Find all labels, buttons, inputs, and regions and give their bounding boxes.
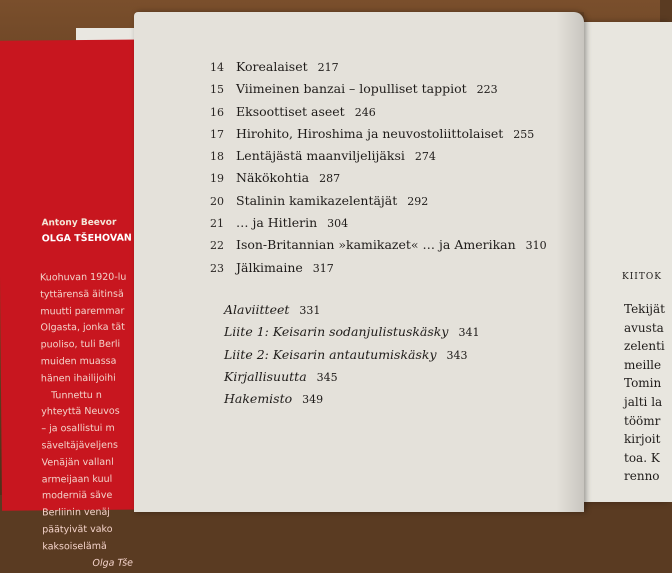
page-number: 310 [525,239,547,253]
toc-entry [204,170,547,192]
toc-entry [204,260,547,282]
toc-entry [204,126,547,148]
blurb-line: hänen ihailijoihi [40,372,116,385]
right-page-line: jalti la [624,394,663,409]
toc-entry [204,237,547,259]
blurb-line: Berliinin venäj [42,506,110,519]
entry-title: Liite 2: Keisarin antautumiskäsky [224,346,437,362]
blurb-line: muutti paremmar [40,305,125,317]
blurb-line: moderniä säve [41,490,113,502]
chapter-number: 18 [210,150,224,164]
right-page-line: meille [624,357,662,372]
chapter-title: Viimeinen banzai – lopulliset tappiot [236,81,467,97]
page-number: 317 [312,261,334,275]
toc-entry [204,148,547,170]
right-page-line: Tekijät [624,302,665,316]
back-matter-entry [224,302,479,324]
chapter-number: 22 [210,239,224,253]
right-page-line: renno [624,469,660,484]
page-number: 223 [476,83,498,97]
page-number: 341 [458,326,480,340]
right-page-line: Tomin [624,376,662,391]
blurb-line: muiden muassa [40,355,117,368]
blurb-line: Olga Tše [92,557,134,569]
chapter-number: 21 [210,217,224,231]
page-number: 217 [317,61,339,74]
chapter-title: Hirohito, Hiroshima ja neuvostoliittolaiset [236,125,504,141]
page-number: 287 [319,172,341,186]
toc-entry [204,104,547,126]
entry-title: Alaviitteet [224,302,290,317]
back-matter-list [224,302,479,413]
toc-entry [204,193,547,215]
entry-title: Hakemisto [224,391,293,407]
right-page [572,22,672,502]
back-matter-entry [224,391,479,413]
chapter-number: 17 [210,127,224,141]
chapter-number: 16 [210,105,224,119]
entry-title: Liite 1: Keisarin sodanjulistuskäsky [224,324,449,340]
toc-entry [204,81,547,103]
blurb-line: puoliso, tuli Berli [40,338,121,351]
right-page-heading: KIITOK [622,272,662,282]
blurb-line: – ja osallistui m [41,422,115,435]
blurb-line: Kuohuvan 1920-lu [39,271,127,284]
blurb-line: armeijaan kuul [41,473,113,485]
chapter-title: Lentäjästä maanviljelijäksi [236,148,405,164]
blurb-line: säveltäjäveljens [41,439,118,452]
chapter-title: Näkökohtia [236,170,310,186]
toc-entry [204,59,547,81]
blurb-line: päätyivät vako [42,523,113,536]
chapter-title: … ja Hitlerin [236,215,318,231]
toc-entry [204,215,547,237]
chapter-number: 15 [210,83,224,97]
chapter-number: 20 [210,194,224,208]
right-page-line: kirjoit [624,432,661,447]
right-page-text [624,300,665,486]
page-number: 304 [327,217,349,231]
chapter-number: 14 [210,61,224,74]
chapter-title: Korealaiset [236,59,308,74]
chapter-title: Jälkimaine [236,259,303,275]
blurb-line: Olgasta, jonka tät [40,322,125,334]
right-page-line: avusta [624,320,664,335]
chapter-title: Ison-Britannian »kamikazet« … ja Amerikan [236,237,516,253]
chapter-title: Eksoottiset aseet [236,103,345,119]
page-number: 349 [302,393,324,407]
chapter-title: Stalinin kamikazelentäjät [236,192,398,208]
page-number: 255 [513,127,535,141]
right-page-line: töömr [624,413,661,428]
page-number: 274 [414,150,436,164]
entry-title: Kirjallisuutta [224,368,307,384]
blurb-line: kaksoiselämä [42,540,107,553]
page-number: 246 [354,105,376,119]
blurb-line: Venäjän vallanl [41,456,114,469]
right-page-line: toa. K [624,450,660,465]
back-matter-entry [224,324,479,346]
right-page-line: zelenti [624,339,665,354]
red-book-author: Antony Beevor [41,217,117,229]
page-number: 345 [316,370,338,384]
blurb-line: tyttärensä äitinsä [40,288,124,301]
blurb-line: yhteyttä Neuvos [41,406,120,418]
blurb-line: Tunnettu n [51,389,102,401]
red-book-title: OLGA TŠEHOVAN [41,232,132,245]
contents-page [134,12,584,512]
page-number: 331 [299,304,321,317]
back-matter-entry [224,347,479,369]
table-of-contents [204,59,547,282]
chapter-number: 19 [210,172,224,186]
page-number: 292 [407,194,429,208]
back-matter-entry [224,369,479,391]
page-number: 343 [446,348,468,362]
chapter-number: 23 [210,261,224,275]
